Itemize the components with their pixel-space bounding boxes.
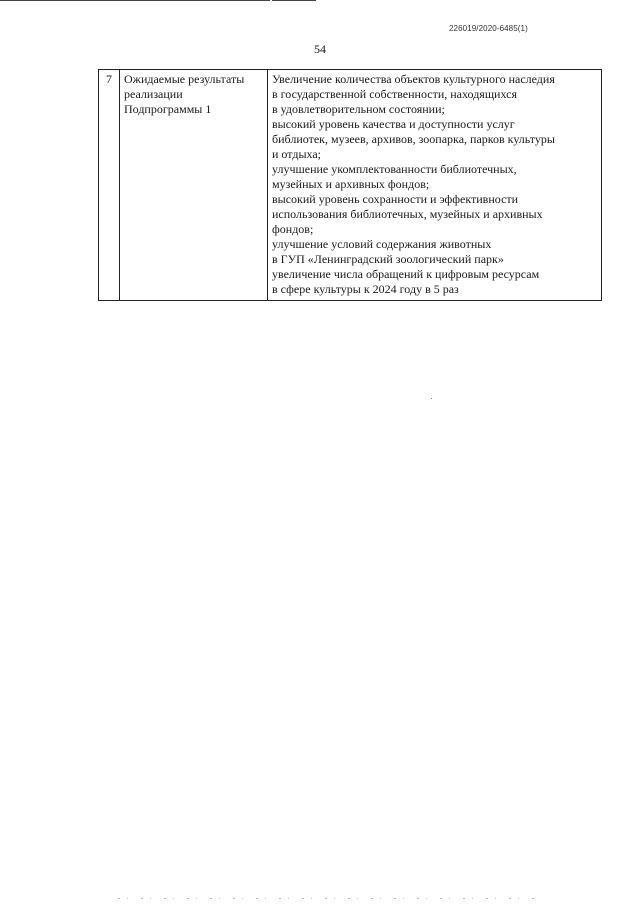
content-line: Увеличение количества объектов культурного наследия xyxy=(272,72,555,86)
label-line: Ожидаемые результаты xyxy=(124,72,245,86)
label-line: реализации xyxy=(124,87,183,101)
row-number: 7 xyxy=(106,72,112,86)
content-line: и отдыха; xyxy=(272,147,322,161)
content-line: музейных и архивных фондов; xyxy=(272,177,430,191)
table-row xyxy=(99,70,602,301)
content-line: улучшение укомплектованности библиотечных, xyxy=(272,162,517,176)
content-line: фондов; xyxy=(272,222,314,236)
content-line: высокий уровень сохранности и эффективности xyxy=(272,192,519,206)
content-line: библиотек, музеев, архивов, зоопарка, парков культуры xyxy=(272,132,555,146)
content-line: в сфере культуры к 2024 году в 5 раз xyxy=(272,282,459,296)
page-number: 54 xyxy=(314,42,326,56)
top-scan-rule xyxy=(0,0,270,1)
row-content-cell xyxy=(268,70,602,301)
bottom-scan-noise xyxy=(118,898,538,899)
content-line: в государственной собственности, находящихся xyxy=(272,87,517,101)
document-id: 226019/2020-6485(1) xyxy=(449,24,528,33)
content-line: улучшение условий содержания животных xyxy=(272,237,492,251)
row-label-cell xyxy=(120,70,268,301)
label-line: Подпрограммы 1 xyxy=(124,102,212,116)
content-line: в удовлетворительном состоянии; xyxy=(272,102,445,116)
row-number-cell xyxy=(99,70,120,301)
content-line: увеличение числа обращений к цифровым ресурсам xyxy=(272,267,540,281)
content-line: использования библиотечных, музейных и архивных xyxy=(272,207,543,221)
content-line: высокий уровень качества и доступности услуг xyxy=(272,117,515,131)
top-scan-rule-short xyxy=(272,0,316,1)
results-table xyxy=(98,69,602,301)
scan-speck xyxy=(431,398,432,399)
content-line: в ГУП «Ленинградский зоологический парк» xyxy=(272,252,504,266)
